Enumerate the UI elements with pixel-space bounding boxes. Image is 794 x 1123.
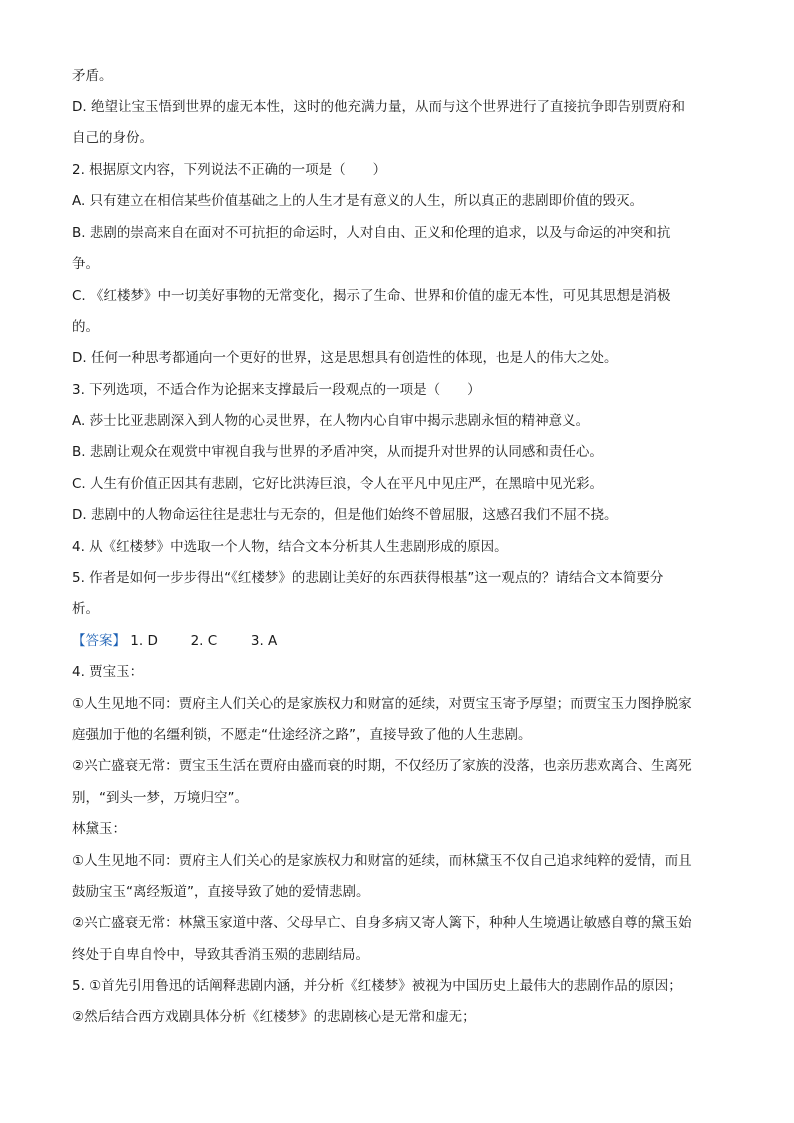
- text-line: 析。: [72, 601, 99, 617]
- answer-row: [72, 631, 722, 651]
- option-b-text: B. 悲剧的崇高来自在面对不可抗拒的命运时，人对自由、正义和伦理的追求，以及与命运的冲突和抗: [72, 225, 671, 241]
- answer-text-line: ①人生见地不同：贾府主人们关心的是家族权力和财富的延续，对贾宝玉寄予厚望；而贾宝玉力图挣脱家: [72, 696, 692, 712]
- answer-text-line: ②兴亡盛衰无常：贾宝玉生活在贾府由盛而衰的时期，不仅经历了家族的没落，也亲历悲欢离合、生离死: [72, 758, 692, 774]
- option-b-text: B. 悲剧让观众在观赏中审视自我与世界的矛盾冲突，从而提升对世界的认同感和责任心。: [72, 444, 603, 460]
- text-line: 争。: [72, 256, 99, 272]
- option-d-text: D. 绝望让宝玉悟到世界的虚无本性，这时的他充满力量，从而与这个世界进行了直接抗争即告别贾府和: [72, 99, 685, 115]
- question-3-stem: 3. 下列选项，不适合作为论据来支撑最后一段观点的一项是（ ）: [72, 382, 481, 398]
- answer-subheading: 林黛玉：: [72, 821, 126, 837]
- text-line: 的。: [72, 319, 99, 335]
- answer-text-line: ②然后结合西方戏剧具体分析《红楼梦》的悲剧核心是无常和虚无；: [72, 1009, 476, 1025]
- answer-text-line: 别，“到头一梦，万境归空”。: [72, 790, 248, 806]
- answer-item: 1. D: [130, 633, 158, 649]
- text-line: 自己的身份。: [72, 130, 153, 146]
- text-line: 矛盾。: [72, 68, 113, 84]
- answer-item: 3. A: [250, 633, 278, 649]
- option-c-text: C. 《红楼梦》中一切美好事物的无常变化，揭示了生命、世界和价值的虚无本性，可见其思想是消极: [72, 288, 671, 304]
- option-a-text: A. 只有建立在相信某些价值基础之上的人生才是有意义的人生，所以真正的悲剧即价值的毁灭。: [72, 193, 644, 209]
- answer-text-line: 终处于自卑自怜中，导致其香消玉殒的悲剧结局。: [72, 947, 369, 963]
- answer-text-line: ①人生见地不同：贾府主人们关心的是家族权力和财富的延续，而林黛玉不仅自己追求纯粹的爱情，而且: [72, 853, 692, 869]
- option-c-text: C. 人生有价值正因其有悲剧，它好比洪涛巨浪，令人在平凡中见庄严，在黑暗中见光彩。: [72, 476, 604, 492]
- answer-text-line: ②兴亡盛衰无常：林黛玉家道中落、父母早亡、自身多病又寄人篱下，种种人生境遇让敏感自尊的黛玉始: [72, 915, 692, 931]
- answer-tag: 【答案】: [72, 633, 126, 649]
- answer-text-line: 鼓励宝玉“离经叛道”，直接导致了她的爱情悲剧。: [72, 884, 370, 900]
- answer-5-text: 5. ①首先引用鲁迅的话阐释悲剧内涵，并分析《红楼梦》被视为中国历史上最伟大的悲剧作品的原因；: [72, 978, 682, 994]
- option-d-text: D. 悲剧中的人物命运往往是悲壮与无奈的，但是他们始终不曾屈服，这感召我们不屈不挠。: [72, 507, 618, 523]
- question-5-stem: 5. 作者是如何一步步得出“《红楼梦》的悲剧让美好的东西获得根基”这一观点的？请结合文本简要分: [72, 570, 664, 586]
- question-2-stem: 2. 根据原文内容，下列说法不正确的一项是（ ）: [72, 162, 387, 178]
- option-d-text: D. 任何一种思考都通向一个更好的世界，这是思想具有创造性的体现，也是人的伟大之处。: [72, 350, 618, 366]
- option-a-text: A. 莎士比亚悲剧深入到人物的心灵世界，在人物内心自审中揭示悲剧永恒的精神意义。: [72, 413, 590, 429]
- answer-item: 2. C: [190, 633, 218, 649]
- answer-text-line: 庭强加于他的名缰利锁，不愿走“仕途经济之路”，直接导致了他的人生悲剧。: [72, 727, 532, 743]
- question-4-stem: 4. 从《红楼梦》中选取一个人物，结合文本分析其人生悲剧形成的原因。: [72, 539, 508, 555]
- answer-4-heading: 4. 贾宝玉：: [72, 664, 144, 680]
